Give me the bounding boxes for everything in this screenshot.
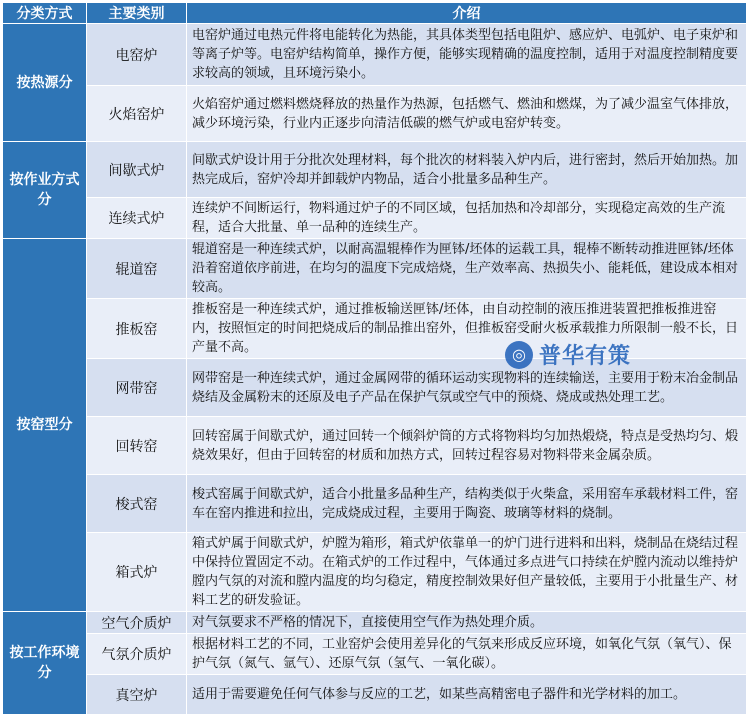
description-cell: 网带窑是一种连续式炉，通过金属网带的循环运动实现物料的连续输送，主要用于粉末冶金制品烧结及金属粉末的还原及电子产品在保护气氛或空气中的预烧、烧成或热处理工艺。 [187, 359, 747, 417]
table-row [3, 24, 747, 86]
type-cell: 推板窑 [87, 299, 187, 359]
category-cell-heat-source: 按热源分 [3, 24, 87, 142]
description-cell: 连续炉不间断运行，物料通过炉子的不同区域，包括加热和冷却部分，实现稳定高效的生产流程，适合大批量、单一品种的连续生产。 [187, 198, 747, 239]
table-row [3, 198, 747, 239]
type-cell: 箱式炉 [87, 533, 187, 612]
type-cell: 网带窑 [87, 359, 187, 417]
header-category: 分类方式 [3, 3, 87, 24]
description-cell: 适用于需要避免任何气体参与反应的工艺，如某些高精密电子器件和光学材料的加工。 [187, 675, 747, 715]
table-row [3, 359, 747, 417]
kiln-classification-table [2, 2, 747, 715]
category-cell-operation-mode: 按作业方式分 [3, 142, 87, 239]
type-cell: 梭式窑 [87, 475, 187, 533]
type-cell: 间歇式炉 [87, 142, 187, 198]
table-row [3, 417, 747, 475]
description-cell: 根据材料工艺的不同，工业窑炉会使用差异化的气氛来形成反应环境，如氧化气氛（氧气）、保护气氛（氮气、氩气）、还原气氛（氢气、一氧化碳）。 [187, 634, 747, 675]
type-cell: 真空炉 [87, 675, 187, 715]
category-cell-working-environment: 按工作环境分 [3, 612, 87, 715]
description-cell: 电窑炉通过电热元件将电能转化为热能，其具体类型包括电阻炉、感应炉、电弧炉、电子束炉和等离子炉等。电窑炉结构简单，操作方便，能够实现精确的温度控制，适用于对温度控制精度要求较高的领域，且环境污染小。 [187, 24, 747, 86]
type-cell: 火焰窑炉 [87, 86, 187, 142]
table-header-row [3, 3, 747, 24]
puhua-logo-icon: ◎ [505, 341, 533, 369]
table-row [3, 239, 747, 299]
type-cell: 气氛介质炉 [87, 634, 187, 675]
description-cell: 火焰窑炉通过燃料燃烧释放的热量作为热源，包括燃气、燃油和燃煤，为了减少温室气体排放，减少环境污染，行业内正逐步向清洁低碳的燃气炉或电窑炉转变。 [187, 86, 747, 142]
type-cell: 连续式炉 [87, 198, 187, 239]
description-cell: 辊道窑是一种连续式炉，以耐高温辊棒作为匣钵/坯体的运载工具，辊棒不断转动推进匣钵/坯体沿着窑道依序前进，在均匀的温度下完成焙烧，生产效率高、热损失小、能耗低，建设成本相对较高。 [187, 239, 747, 299]
table-row [3, 533, 747, 612]
description-cell: 箱式炉属于间歇式炉，炉膛为箱形，箱式炉依靠单一的炉门进行进料和出料，烧制品在烧结过程中保持位置固定不动。在箱式炉的工作过程中，气体通过多点进气口持续在炉膛内流动以维持炉膛内气氛的对流和膛内温度的均匀稳定，精度控制效果好但产量较低，主要用于小批量生产、材料工艺的研发验证。 [187, 533, 747, 612]
type-cell: 回转窑 [87, 417, 187, 475]
header-type: 主要类别 [87, 3, 187, 24]
table-row [3, 634, 747, 675]
table-row [3, 299, 747, 359]
description-cell: 回转窑属于间歇式炉，通过回转一个倾斜炉筒的方式将物料均匀加热煅烧，特点是受热均匀、煅烧效果好，但由于回转窑的材质和加热方式，回转过程容易对物料带来金属杂质。 [187, 417, 747, 475]
table-row [3, 675, 747, 715]
table-row [3, 142, 747, 198]
type-cell: 电窑炉 [87, 24, 187, 86]
type-cell: 辊道窑 [87, 239, 187, 299]
header-description: 介绍 [187, 3, 747, 24]
watermark-text: 普华有策 [539, 344, 632, 369]
table-row [3, 86, 747, 142]
type-cell: 空气介质炉 [87, 612, 187, 634]
description-cell: 间歇式炉设计用于分批次处理材料，每个批次的材料装入炉内后，进行密封，然后开始加热。加热完成后，窑炉冷却并卸载炉内物品，适合小批量多品种生产。 [187, 142, 747, 198]
table-row [3, 612, 747, 634]
table-row [3, 475, 747, 533]
description-cell: 推板窑是一种连续式炉，通过推板输送匣钵/坯体，由自动控制的液压推进装置把推板推进窑内，按照恒定的时间把烧成后的制品推出窑外，但推板窑受耐火板承载推力所限制一般不长，日产量不高。 [187, 299, 747, 359]
category-cell-kiln-type: 按窑型分 [3, 239, 87, 612]
description-cell: 梭式窑属于间歇式炉，适合小批量多品种生产，结构类似于火柴盒，采用窑车承载材料工件，窑车在窑内推进和拉出，完成烧成过程，主要用于陶瓷、玻璃等材料的烧制。 [187, 475, 747, 533]
description-cell: 对气氛要求不严格的情况下，直接使用空气作为热处理介质。 [187, 612, 747, 634]
